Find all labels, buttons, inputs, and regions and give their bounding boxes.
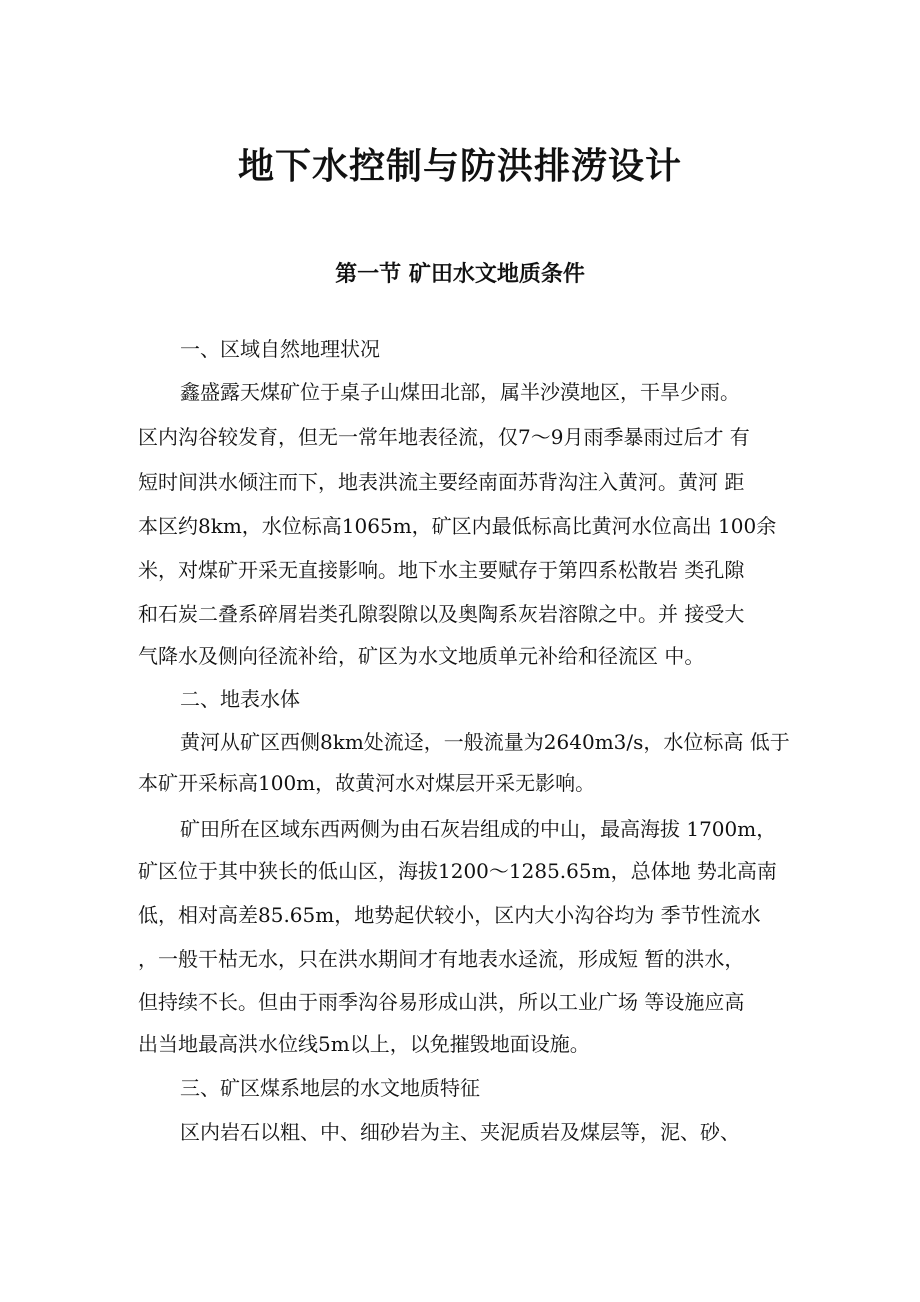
paragraph-line: 短时间洪水倾注而下，地表洪流主要经南面苏背沟注入黄河。黄河 距 — [138, 470, 745, 494]
paragraph-line: 气降水及侧向径流补给，矿区为水文地质单元补给和径流区 中。 — [138, 644, 705, 668]
paragraph-line: 低，相对高差85.65m，地势起伏较小，区内大小沟谷均为 季节性流水 — [138, 903, 761, 927]
paragraph-line: 矿区位于其中狭长的低山区，海拔1200〜1285.65m，总体地 势北高南 — [138, 859, 777, 883]
paragraph-line: 本区约8km，水位标高1065m，矿区内最低标高比黄河水位高出 100余 — [138, 514, 777, 538]
subheading-regional-geography: 一、区域自然地理状况 — [180, 337, 380, 361]
paragraph-line: 但持续不长。但由于雨季沟谷易形成山洪，所以工业广场 等设施应高 — [138, 990, 745, 1014]
subheading-coal-strata: 三、矿区煤系地层的水文地质特征 — [180, 1076, 480, 1100]
paragraph-line: 本矿开采标高100m，故黄河水对煤层开采无影响。 — [138, 771, 596, 795]
paragraph-line: 矿田所在区域东西两侧为由石灰岩组成的中山，最高海拔 1700m， — [180, 817, 777, 841]
paragraph-line: 鑫盛露天煤矿位于桌子山煤田北部，属半沙漠地区，干旱少雨。 — [180, 380, 740, 404]
paragraph-line: 区内沟谷较发育，但无一常年地表径流，仅7〜9月雨季暴雨过后才 有 — [138, 425, 750, 449]
paragraph-line: 区内岩石以粗、中、细砂岩为主、夹泥质岩及煤层等，泥、砂、 — [180, 1120, 740, 1144]
paragraph-line: ，一般干枯无水，只在洪水期间才有地表水迳流，形成短 暂的洪水， — [138, 947, 745, 971]
subheading-surface-water: 二、地表水体 — [180, 687, 300, 711]
paragraph-line: 出当地最高洪水位线5m以上，以免摧毁地面设施。 — [138, 1032, 590, 1056]
paragraph-line: 米，对煤矿开采无直接影响。地下水主要赋存于第四系松散岩 类孔隙 — [138, 558, 745, 582]
section-heading: 第一节 矿田水文地质条件 — [335, 262, 585, 287]
paragraph-line: 和石炭二叠系碎屑岩类孔隙裂隙以及奥陶系灰岩溶隙之中。并 接受大 — [138, 602, 745, 626]
paragraph-line: 黄河从矿区西侧8km处流迳，一般流量为2640m3/s，水位标高 低于 — [180, 730, 790, 754]
page-title: 地下水控制与防洪排涝设计 — [237, 146, 682, 187]
